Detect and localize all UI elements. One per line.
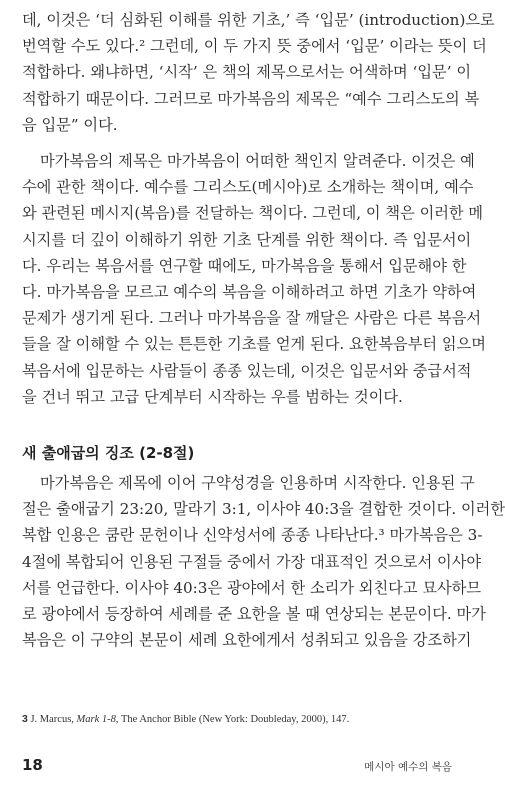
section-heading: 새 출애굽의 징조 (2-8절)	[22, 444, 195, 462]
running-title: 메시아 예수의 복음	[364, 761, 452, 773]
text-line: 음 입문” 이다.	[22, 115, 118, 134]
footnote-number: 3	[22, 713, 28, 725]
text-line: 서를 언급한다. 이사야 40:3은 광야에서 한 소리가 외친다고 묘사하므	[22, 578, 482, 597]
text-line: 마가복음의 제목은 마가복음이 어떠한 책인지 알려준다. 이것은 예	[40, 152, 475, 170]
text-line: 적합하다. 왜냐하면, ‘시작’ 은 책의 제목으로서는 어색하며 ‘입문’ 이	[22, 63, 472, 82]
text-line: 수에 관한 책이다. 예수를 그리스도(메시아)로 소개하는 책이며, 예수	[22, 178, 474, 197]
text-line: 마가복음은 제목에 이어 구약성경을 인용하며 시작한다. 인용된 구	[40, 474, 475, 492]
text-line: 번역할 수도 있다.² 그런데, 이 두 가지 뜻 중에서 ‘입문’ 이라는 뜻이 더	[22, 37, 487, 56]
text-line: 절은 출애굽기 23:20, 말라기 3:1, 이사야 40:3을 결합한 것이다. 이러한	[22, 500, 505, 519]
text-line: 을 건너 뛰고 고급 단계부터 시작하는 우를 범하는 것이다.	[22, 387, 403, 406]
text-line: 와 관련된 메시지(복음)를 전달하는 책이다. 그런데, 이 책은 이러한 메	[22, 204, 484, 223]
text-line: 로 광야에서 등장하여 세례를 준 요한을 볼 때 연상되는 본문이다. 마가	[22, 604, 486, 623]
text-line: 적합하기 때문이다. 그러므로 마가복음의 제목은 “예수 그리스도의 복	[22, 89, 480, 108]
text-line: 다. 마가복음을 모르고 예수의 복음을 이해하려고 하면 기초가 약하여	[22, 282, 477, 301]
text-line: 문제가 생기게 된다. 그러나 마가복음을 잘 깨달은 사람은 다른 복음서	[22, 309, 482, 328]
footnote	[22, 713, 454, 725]
text-line: 4절에 복합되어 인용된 구절들 중에서 가장 대표적인 것으로서 이사야	[22, 552, 482, 571]
footnote-rest: , The Anchor Bible (New York: Doubleday, 2000), 147.	[115, 714, 350, 725]
footnote-title: Mark 1-8	[76, 714, 116, 725]
paragraph-1	[22, 7, 495, 138]
text-line: 데, 이것은 ‘더 심화된 이해를 위한 기초,’ 즉 ‘입문’ (introduction)으로	[22, 11, 495, 29]
text-line: 복음은 이 구약의 본문이 세례 요한에게서 성취되고 있음을 강조하기	[22, 631, 472, 650]
paragraph-3	[22, 470, 505, 653]
text-line: 복음서에 입문하는 사람들이 종종 있는데, 이것은 입문서와 중급서적	[22, 361, 472, 380]
footnote-author: J. Marcus,	[30, 714, 77, 725]
text-line: 다. 우리는 복음서를 연구할 때에도, 마가복음을 통해서 입문해야 한	[22, 256, 467, 275]
text-line: 복합 인용은 쿰란 문헌이나 신약성서에 종종 나타난다.³ 마가복음은 3-	[22, 526, 483, 545]
text-line: 시지를 더 깊이 이해하기 위한 기초 단계를 위한 책이다. 즉 입문서이	[22, 230, 472, 249]
page-number: 18	[22, 756, 43, 774]
paragraph-2	[22, 148, 486, 410]
text-line: 들을 잘 이해할 수 있는 튼튼한 기초를 얻게 된다. 요한복음부터 읽으며	[22, 335, 486, 354]
